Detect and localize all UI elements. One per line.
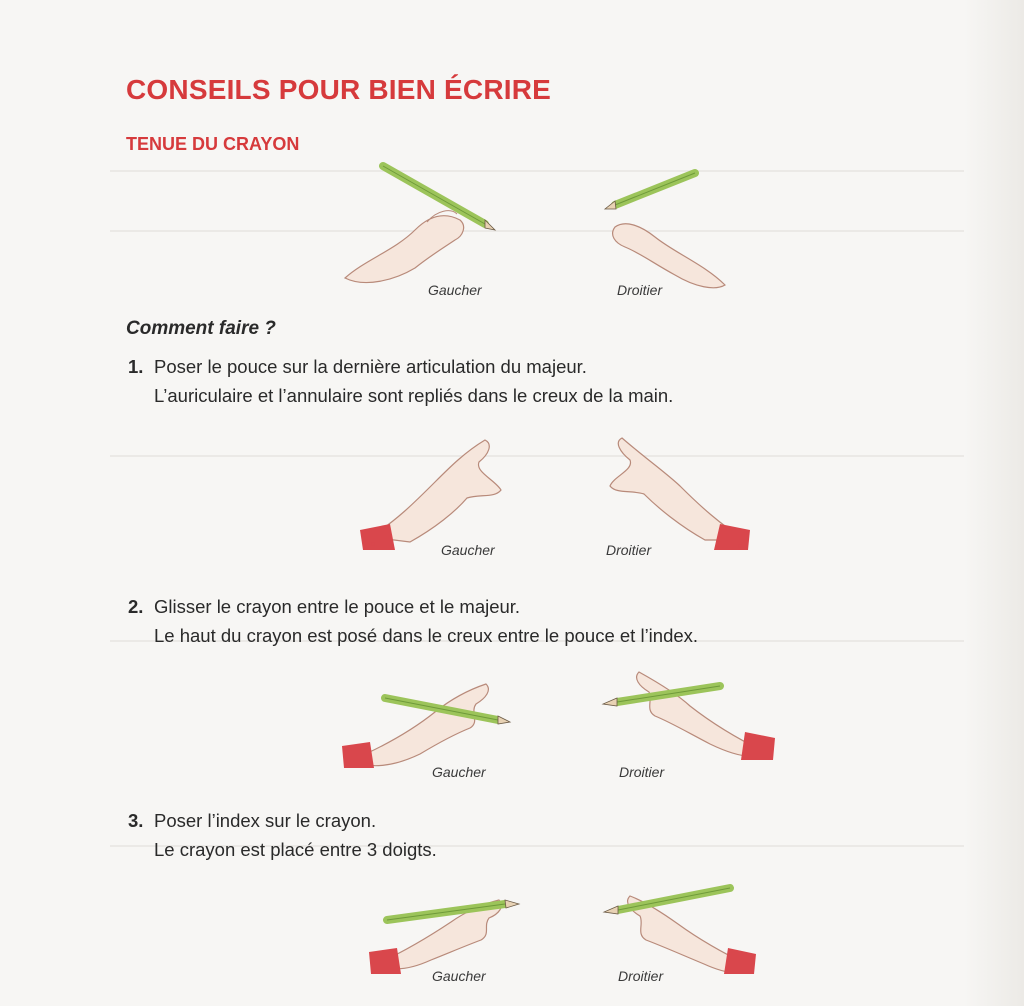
step-text: Le haut du crayon est posé dans le creux entre le pouce et l’index. <box>154 625 699 646</box>
step-number: 2. <box>128 596 144 617</box>
step-text: Le crayon est placé entre 3 doigts. <box>154 839 437 860</box>
page-title: CONSEILS POUR BIEN ÉCRIRE <box>126 74 552 105</box>
right-hand-illustration <box>600 876 760 976</box>
right-hand-illustration <box>585 165 735 290</box>
caption-right: Droitier <box>618 968 664 984</box>
step-text: Poser l’index sur le crayon. <box>154 810 377 831</box>
caption-left: Gaucher <box>432 968 486 984</box>
left-hand-illustration <box>335 160 505 290</box>
caption-left: Gaucher <box>432 764 486 780</box>
section-title: TENUE DU CRAYON <box>126 134 300 154</box>
caption-right: Droitier <box>619 764 665 780</box>
bleed-line <box>110 455 964 457</box>
right-hand-illustration <box>595 660 780 765</box>
step-3 <box>128 806 437 864</box>
step-2 <box>128 592 698 650</box>
caption-left: Gaucher <box>428 282 482 298</box>
left-hand-illustration <box>340 672 515 772</box>
page-edge-shadow <box>964 0 1024 1006</box>
left-hand-illustration <box>355 432 515 552</box>
bleed-line <box>110 230 964 232</box>
caption-right: Droitier <box>617 282 663 298</box>
caption-left: Gaucher <box>441 542 495 558</box>
step-number: 1. <box>128 356 144 377</box>
how-to-heading: Comment faire ? <box>126 318 276 339</box>
step-number: 3. <box>128 810 144 831</box>
step-text: Poser le pouce sur la dernière articulation du majeur. <box>154 356 587 377</box>
right-hand-illustration <box>600 428 760 553</box>
bleed-line <box>110 170 964 172</box>
left-hand-illustration <box>365 880 525 975</box>
step-text: Glisser le crayon entre le pouce et le majeur. <box>154 596 521 617</box>
step-text: L’auriculaire et l’annulaire sont repliés dans le creux de la main. <box>154 385 674 406</box>
caption-right: Droitier <box>606 542 652 558</box>
step-1 <box>128 352 673 410</box>
